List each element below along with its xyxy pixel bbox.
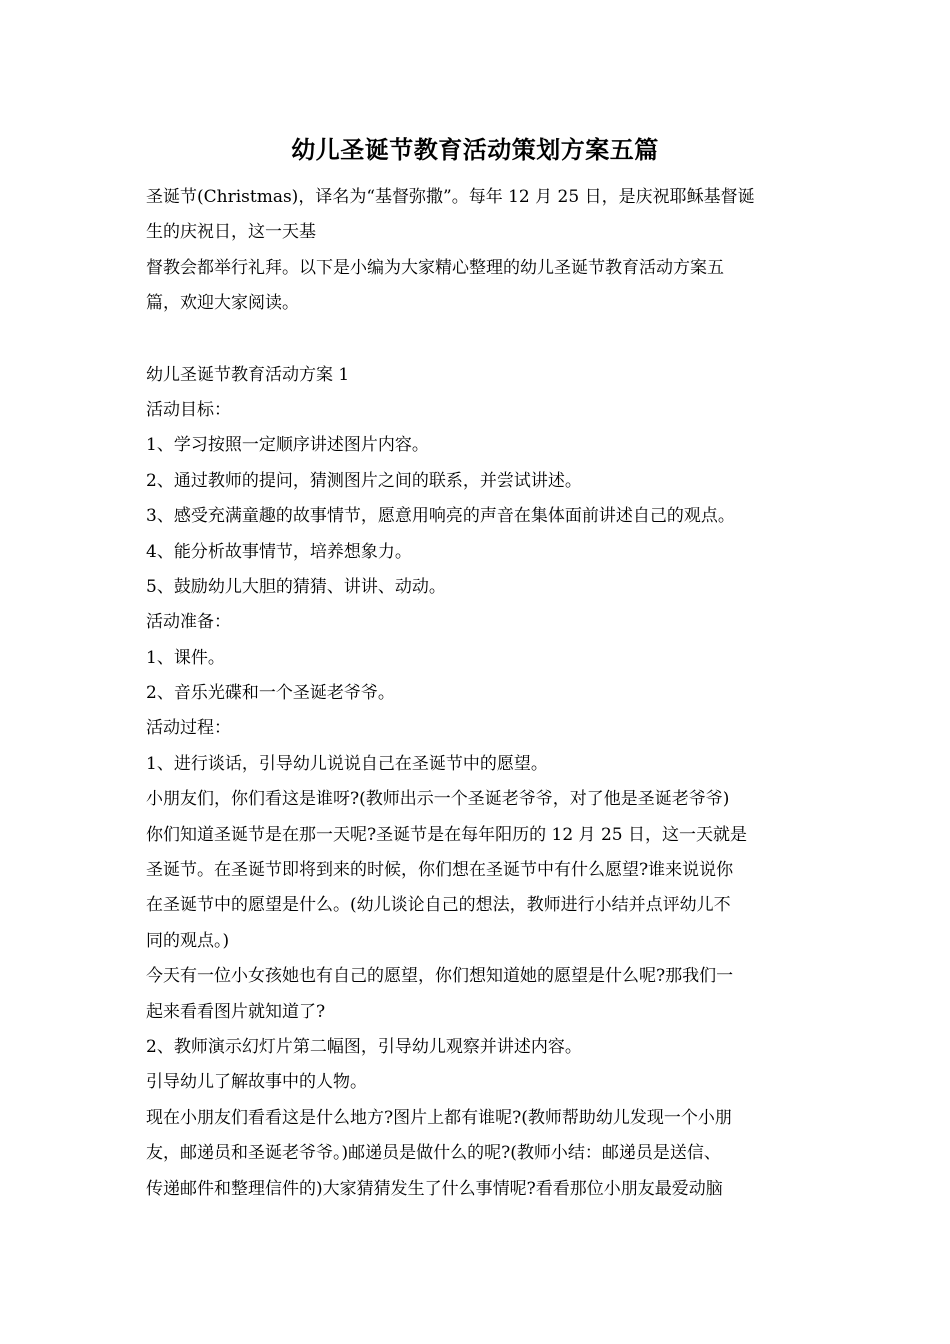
paragraph-gap	[146, 322, 810, 358]
document-body	[146, 180, 810, 1207]
list-item: 3、感受充满童趣的故事情节，愿意用响亮的声音在集体面前讲述自己的观点。	[146, 506, 735, 527]
list-item: 1、学习按照一定顺序讲述图片内容。	[146, 435, 429, 456]
paragraph-line: 在圣诞节中的愿望是什么。(幼儿谈论自己的想法，教师进行小结并点评幼儿不	[146, 895, 731, 916]
paragraph-line: 引导幼儿了解故事中的人物。	[146, 1072, 367, 1093]
list-item: 2、通过教师的提问，猜测图片之间的联系，并尝试讲述。	[146, 470, 582, 491]
list-item: 2、教师演示幻灯片第二幅图，引导幼儿观察并讲述内容。	[146, 1036, 582, 1057]
intro-line: 圣诞节(Christmas)，译名为“基督弥撒”。每年 12 月 25 日，是庆祝耶稣基督诞	[146, 187, 755, 207]
intro-line: 生的庆祝日，这一天基	[146, 222, 316, 243]
paragraph-line: 现在小朋友们看看这是什么地方?图片上都有谁呢?(教师帮助幼儿发现一个小朋	[146, 1107, 732, 1128]
subheading-preparation: 活动准备：	[146, 612, 231, 633]
intro-line: 篇，欢迎大家阅读。	[146, 293, 299, 314]
subheading-goals: 活动目标：	[146, 399, 231, 420]
list-item: 1、课件。	[146, 647, 225, 668]
section-heading: 幼儿圣诞节教育活动方案 1	[146, 364, 350, 385]
paragraph-line: 起来看看图片就知道了?	[146, 1001, 326, 1022]
intro-line: 督教会都举行礼拜。以下是小编为大家精心整理的幼儿圣诞节教育活动方案五	[146, 257, 724, 278]
list-item: 2、音乐光碟和一个圣诞老爷爷。	[146, 683, 395, 704]
paragraph-line: 同的观点。)	[146, 930, 230, 951]
paragraph-line: 圣诞节。在圣诞节即将到来的时候，你们想在圣诞节中有什么愿望?谁来说说你	[146, 860, 734, 881]
list-item: 1、进行谈话，引导幼儿说说自己在圣诞节中的愿望。	[146, 753, 548, 774]
paragraph-line: 你们知道圣诞节是在那一天呢?圣诞节是在每年阳历的 12 月 25 日，这一天就是	[146, 824, 747, 845]
list-item: 5、鼓励幼儿大胆的猜猜、讲讲、动动。	[146, 576, 446, 597]
paragraph-line: 友，邮递员和圣诞老爷爷。)邮递员是做什么的呢?(教师小结：邮递员是送信、	[146, 1143, 721, 1164]
paragraph-line: 传递邮件和整理信件的)大家猜猜发生了什么事情呢?看看那位小朋友最爱动脑	[146, 1178, 723, 1199]
document-title: 幼儿圣诞节教育活动策划方案五篇	[291, 135, 659, 164]
paragraph-line: 小朋友们，你们看这是谁呀?(教师出示一个圣诞老爷爷，对了他是圣诞老爷爷)	[146, 789, 730, 810]
paragraph-line: 今天有一位小女孩她也有自己的愿望，你们想知道她的愿望是什么呢?那我们一	[146, 966, 734, 987]
list-item: 4、能分析故事情节，培养想象力。	[146, 541, 412, 562]
subheading-process: 活动过程：	[146, 718, 231, 739]
